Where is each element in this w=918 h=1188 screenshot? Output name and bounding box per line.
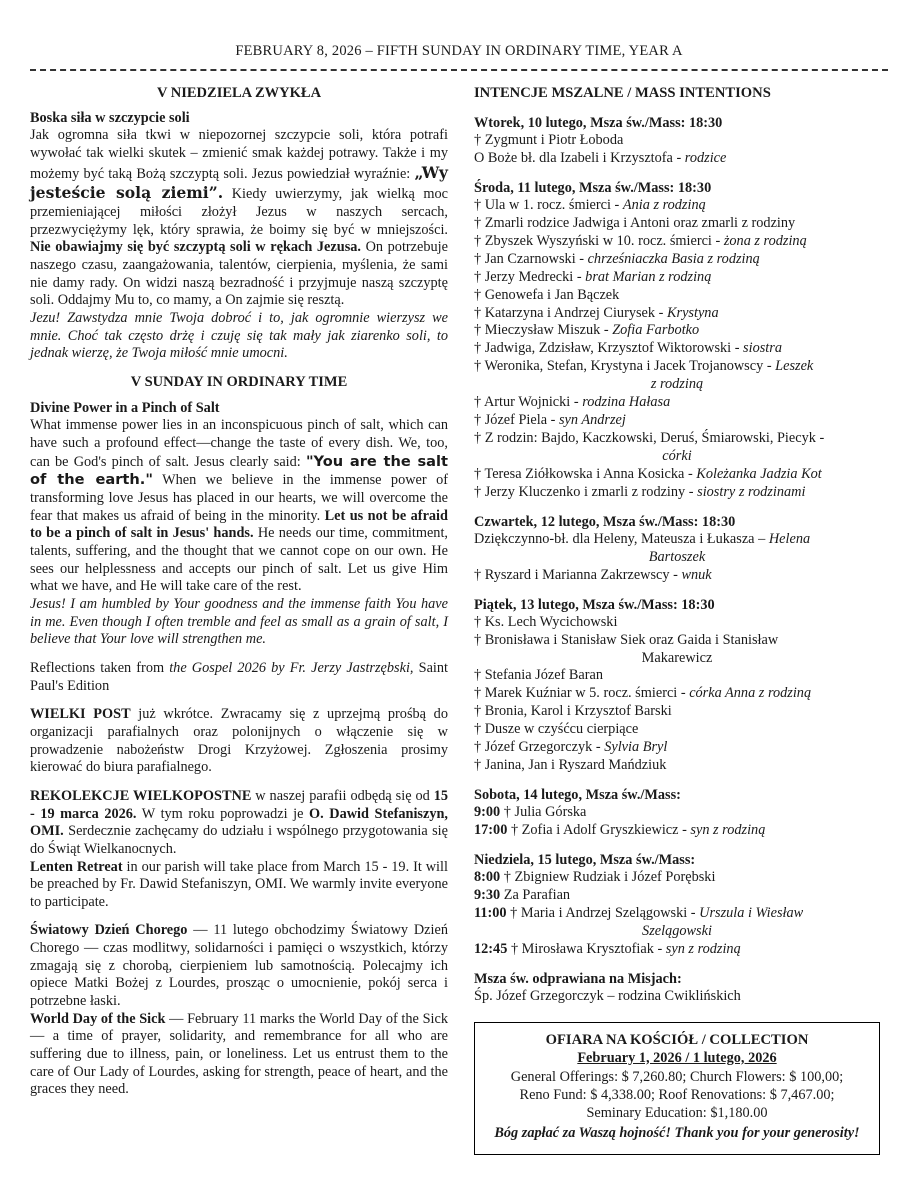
polish-reflection-paragraph: Jak ogromna siła tkwi w niepozornej szczypcie soli, która potrafi wywołać tak wielki skutek – zmienić smak każdej potrawy. Także i my możemy być taką Bożą szczyptą soli. Jezus powiedział wyraźnie: „Wy jesteście solą ziemi”. Kiedy uwierzymy, jak wielką moc przemieniającej miłości złożył Jezus w naszych sercach, przezwyciężymy lęk, który sprawia, że boimy się być w mniejszości. Nie obawiajmy się być szczyptą soli w rękach Jezusa. On potrzebuje naszego czasu, zaangażowania, talentów, cierpienia, myślenia, że sami nie damy rady. On widzi naszą bezradność i przyjmuje naszą szczyptę soli. Oddajmy Mu to, co mamy, a On zajmie się resztą.	[30, 127, 448, 309]
deceased-cross-icon: †	[503, 804, 515, 821]
intention-donor: Zofia Farbotko	[612, 322, 700, 339]
deceased-cross-icon: †	[474, 739, 485, 756]
intention-donor: Krystyna	[666, 304, 719, 321]
intention-text: Marek Kuźniar w 5. rocz. śmierci -	[484, 685, 690, 702]
mass-intention-row	[474, 233, 880, 251]
intention-text: Zygmunt i Piotr Łoboda	[484, 132, 624, 148]
intention-text: Weronika, Stefan, Krystyna i Jacek Trojanowscy -	[484, 358, 776, 375]
right-column	[474, 85, 880, 1155]
intention-donor: córka Anna z rodziną	[689, 685, 812, 702]
mass-intention-row	[474, 869, 880, 887]
deceased-cross-icon: †	[474, 721, 485, 738]
deceased-cross-icon: †	[510, 940, 522, 957]
intention-donor: Helena	[768, 530, 811, 547]
deceased-cross-icon: †	[474, 132, 485, 148]
intention-text: Dusze w czyśćcu cierpiące	[484, 721, 639, 738]
mass-intention-row	[474, 721, 880, 739]
mass-time: 9:30	[474, 886, 504, 903]
sick-day-notice-polish: Światowy Dzień Chorego — 11 lutego obchodzimy Światowy Dzień Chorego — czas modlitwy, solidarności i pamięci o wszystkich, którzy zmagają się z chorobą, cierpieniem lub samotnością. Polecajmy ich opiece Matki Bożej z Lourdes, prosząc o umocnienie, pokój serca i potrzebne łaski.	[30, 922, 448, 1010]
mass-intention-row	[474, 197, 880, 215]
deceased-cross-icon: †	[474, 286, 485, 303]
intention-donor: Leszek	[775, 358, 814, 375]
deceased-cross-icon: †	[474, 250, 485, 267]
intention-text: Za Parafian	[503, 886, 571, 903]
deceased-cross-icon: †	[474, 322, 485, 339]
intention-text: Zofia i Adolf Gryszkiewicz -	[521, 822, 691, 838]
polish-prayer: Jezu! Zawstydza mnie Twoja dobroć i to, jak ogromnie wierzysz we mnie. Choć tak często drżę i czuję się tak mały jak ziarenko soli, to jednak wierzę, że Twoja miłość mnie umocni.	[30, 310, 448, 362]
deceased-cross-icon: †	[474, 196, 485, 213]
spacer	[474, 585, 880, 596]
deceased-cross-icon: †	[503, 868, 515, 885]
english-section-title: V SUNDAY IN ORDINARY TIME	[130, 373, 348, 390]
intention-text: Zbyszek Wyszyński w 10. rocz. śmierci -	[484, 232, 724, 249]
intention-donor: żona z rodziną	[723, 232, 807, 249]
intention-text: Jerzy Medrecki -	[484, 268, 586, 285]
intention-donor: Sylvia Bryl	[604, 739, 668, 756]
lent-notice: WIELKI POST już wkrótce. Zwracamy się z uprzejmą prośbą do organizacji parafialnych oraz polonijnych o włączenie się w prowadzenie nabożeństw Drogi Krzyżowej. Zgłoszenia prosimy kierować do biura parafialnego.	[30, 706, 448, 776]
intention-donor: wnuk	[681, 566, 712, 583]
deceased-cross-icon: †	[474, 566, 485, 583]
collection-title: OFIARA NA KOŚCIÓŁ / COLLECTION	[545, 1031, 809, 1048]
deceased-cross-icon: †	[474, 465, 485, 482]
polish-section-title: V NIEDZIELA ZWYKŁA	[156, 85, 322, 101]
spacer	[30, 777, 448, 788]
spacer	[30, 649, 448, 660]
mass-intention-row	[474, 614, 880, 632]
intention-text: Jan Czarnowski -	[484, 250, 588, 267]
retreat-notice-english: Lenten Retreat in our parish will take place from March 15 - 19. It will be preached by Fr. Dawid Stefaniszyn, OMI. We warmly invite everyone to participate.	[30, 858, 448, 910]
intention-donor: chrześniaczka Basia z rodziną	[587, 250, 760, 267]
intention-text: Teresa Ziółkowska i Anna Kosicka -	[484, 465, 697, 482]
reflection-attribution: Reflections taken from the Gospel 2026 by Fr. Jerzy Jastrzębski, Saint Paul's Edition	[30, 659, 449, 694]
polish-scripture-quote: „Wy jesteście solą ziemi”.	[30, 162, 448, 203]
mass-intention-row	[474, 269, 880, 287]
mass-intention-row	[474, 757, 880, 775]
deceased-cross-icon: †	[474, 214, 485, 231]
mass-intention-row	[474, 567, 880, 585]
mass-intention-row	[474, 667, 880, 685]
missions-intention: Śp. Józef Grzegorczyk – rodzina Cwiklińskich	[474, 987, 741, 1004]
deceased-cross-icon: †	[510, 904, 521, 921]
intention-text: Ula w 1. rocz. śmierci -	[484, 196, 623, 213]
intention-text: Jerzy Kluczenko i zmarli z rodziny -	[484, 483, 698, 500]
mass-intentions-list	[474, 103, 880, 959]
mass-intention-row	[474, 887, 880, 905]
intention-text: Mirosława Krysztofiak -	[521, 940, 666, 957]
mass-intention-row	[474, 132, 880, 150]
intention-donor: Koleżanka Jadzia Kot	[696, 465, 822, 482]
deceased-cross-icon: †	[474, 304, 485, 321]
intention-text: Zmarli rodzice Jadwiga i Antoni oraz zmarli z rodziny	[484, 214, 796, 231]
intention-text: Dziękczynno-bł. dla Heleny, Mateusza i Łukasza –	[474, 530, 769, 547]
mass-time: 11:00	[474, 904, 511, 921]
spacer	[474, 502, 880, 513]
deceased-cross-icon: †	[474, 358, 485, 375]
mass-intention-row	[474, 287, 880, 305]
mass-day-heading: Czwartek, 12 lutego, Msza św./Mass: 18:30	[474, 513, 736, 530]
deceased-cross-icon: †	[474, 667, 485, 684]
intention-text: Genowefa i Jan Bączek	[484, 286, 620, 303]
mass-day-heading: Niedziela, 15 lutego, Msza św./Mass:	[474, 851, 696, 868]
english-reflection-subhead: Divine Power in a Pinch of Salt	[30, 399, 220, 416]
collection-thanks: Bóg zapłać za Waszą hojność! Thank you for your generosity!	[494, 1125, 860, 1142]
mass-intention-row	[474, 430, 880, 466]
left-column	[30, 85, 448, 1099]
spacer	[474, 103, 880, 114]
mass-day-heading: Środa, 11 lutego, Msza św./Mass: 18:30	[474, 179, 712, 196]
intention-text: Artur Wojnicki -	[483, 394, 583, 411]
mass-intention-row	[474, 394, 880, 412]
spacer	[474, 168, 880, 179]
intention-donor-continued: Szelągowski	[642, 922, 712, 939]
mass-time: 12:45	[474, 940, 511, 957]
spacer	[30, 695, 448, 706]
intention-donor: siostry z rodzinami	[697, 483, 806, 500]
deceased-cross-icon: †	[510, 822, 522, 838]
mass-day-heading: Wtorek, 10 lutego, Msza św./Mass: 18:30	[474, 115, 723, 131]
deceased-cross-icon: †	[474, 412, 485, 429]
mass-intentions-title: INTENCJE MSZALNE / MASS INTENTIONS	[474, 85, 771, 101]
intention-donor: syn z rodziną	[665, 940, 741, 957]
intention-donor: brat Marian z rodziną	[585, 268, 712, 285]
english-prayer: Jesus! I am humbled by Your goodness and the immense faith You have in me. Even though I often tremble and feel as small as a grain of salt, I believe that Your love will strengthen me.	[30, 595, 448, 648]
mass-intention-row	[474, 358, 880, 394]
sick-day-notice-english: World Day of the Sick — February 11 marks the World Day of the Sick — a time of prayer, solidarity, and remembrance for all who are suffering due to illness, pain, or loneliness. Let us entrust them to the care of Our Lady of Lourdes, asking for strength, peace of heart, and the graces they need.	[30, 1010, 448, 1098]
deceased-cross-icon: †	[474, 631, 485, 648]
deceased-cross-icon: †	[474, 483, 485, 500]
deceased-cross-icon: †	[474, 394, 484, 411]
deceased-cross-icon: †	[474, 613, 485, 630]
mass-intention-row	[474, 804, 880, 822]
intention-text: Janina, Jan i Ryszard Mańdziuk	[484, 757, 667, 774]
deceased-cross-icon: †	[474, 232, 485, 249]
intention-text: Katarzyna i Andrzej Ciurysek -	[484, 304, 667, 321]
deceased-cross-icon: †	[474, 340, 485, 357]
intention-text: Józef Piela -	[484, 412, 559, 429]
mass-intention-row	[474, 531, 880, 567]
collection-line-1: General Offerings: $ 7,260.80; Church Flowers: $ 100,00;	[510, 1068, 844, 1085]
intention-donor: syn Andrzej	[558, 412, 626, 429]
mass-intention-row	[474, 215, 880, 233]
mass-intention-row	[474, 466, 880, 484]
intention-text: Maria i Andrzej Szelągowski -	[520, 904, 700, 921]
spacer	[474, 959, 880, 970]
mass-intention-row	[474, 322, 880, 340]
mass-day-heading: Sobota, 14 lutego, Msza św./Mass:	[474, 787, 681, 804]
intention-text: Bronia, Karol i Krzysztof Barski	[484, 703, 672, 720]
mass-intention-row	[474, 150, 880, 168]
spacer	[474, 775, 880, 786]
mass-day-heading: Piątek, 13 lutego, Msza św./Mass: 18:30	[474, 596, 715, 613]
two-column-layout	[0, 71, 918, 1155]
collection-line-3: Seminary Education: $1,180.00	[586, 1105, 768, 1122]
intention-text: Józef Grzegorczyk -	[484, 739, 605, 756]
english-scripture-quote: "You are the salt of the earth."	[30, 452, 448, 489]
mass-time: 8:00	[474, 868, 504, 885]
intention-donor: Ania z rodziną	[622, 196, 706, 213]
mass-intention-row	[474, 905, 880, 941]
mass-intention-row	[474, 251, 880, 269]
intention-donor-continued: córki	[662, 448, 692, 464]
intention-donor: Urszula i Wiesław	[699, 904, 804, 921]
collection-line-2: Reno Fund: $ 4,338.00; Roof Renovations: $ 7,467.00;	[519, 1086, 835, 1103]
spacer	[30, 911, 448, 922]
collection-box	[474, 1022, 880, 1155]
intention-donor: syn z rodziną	[690, 822, 766, 838]
intention-donor: siostra	[743, 340, 782, 357]
mass-intention-row	[474, 941, 880, 959]
deceased-cross-icon: †	[474, 685, 485, 702]
intention-text: Ks. Lech Wycichowski	[484, 613, 618, 630]
mass-intention-row	[474, 739, 880, 757]
intention-text: Julia Górska	[514, 804, 587, 821]
mass-intention-row	[474, 340, 880, 358]
intention-text: Stefania Józef Baran	[484, 667, 604, 684]
mass-time: 9:00	[474, 804, 504, 821]
mass-intention-row	[474, 632, 880, 668]
polish-reflection-subhead: Boska siła w szczypcie soli	[30, 110, 190, 126]
mass-intention-row	[474, 685, 880, 703]
intention-donor: rodzina Hałasa	[582, 394, 671, 411]
page-title: FEBRUARY 8, 2026 – FIFTH SUNDAY IN ORDINARY TIME, YEAR A	[235, 43, 683, 59]
intention-text: Mieczysław Miszuk -	[484, 322, 613, 339]
deceased-cross-icon: †	[474, 757, 485, 774]
intention-text: Z rodzin: Bajdo, Kaczkowski, Deruś, Śmiarowski, Piecyk -	[484, 430, 825, 447]
spacer	[30, 363, 448, 374]
retreat-notice-polish: REKOLEKCJE WIELKOPOSTNE w naszej parafii odbędą się od 15 - 19 marca 2026. W tym roku poprowadzi je O. Dawid Stefaniszyn, OMI. Serdecznie zachęcamy do udziału i wspólnego przygotowania się do Świąt Wielkanocnych.	[30, 787, 448, 857]
mass-intention-row	[474, 305, 880, 323]
mass-intention-row	[474, 412, 880, 430]
intention-text-continued: Makarewicz	[641, 649, 713, 666]
intention-text: Jadwiga, Zdzisław, Krzysztof Wiktorowski -	[484, 340, 744, 357]
collection-date: February 1, 2026 / 1 lutego, 2026	[577, 1049, 777, 1066]
intention-text: Bronisława i Stanisław Siek oraz Gaida i Stanisław	[484, 631, 779, 648]
intention-donor-continued: Bartoszek	[648, 548, 706, 565]
deceased-cross-icon: †	[474, 430, 485, 447]
mass-intention-row	[474, 822, 880, 840]
deceased-cross-icon: †	[474, 268, 485, 285]
mass-intention-row	[474, 484, 880, 502]
deceased-cross-icon: †	[474, 703, 485, 720]
intention-text: Ryszard i Marianna Zakrzewscy -	[484, 566, 682, 583]
spacer	[474, 840, 880, 851]
english-reflection-paragraph: What immense power lies in an inconspicuous pinch of salt, which can have such a profound effect—change the taste of every dish. We, too, can be God's pinch of salt. Jesus clearly said: "You are the salt of the earth." When we believe in the immense power of transforming love Jesus has placed in our hearts, we will overcome the fear that makes us afraid of being in the minority. Let us not be afraid to be a pinch of salt in Jesus' hands. He needs our time, commitment, talents, suffering, and the thought that we cannot cope on our own. He sees our helplessness and accepts our pinch of salt. Let us give Him what we have, and He will take care of the rest.	[30, 417, 448, 595]
intention-donor-continued: z rodziną	[650, 376, 704, 393]
missions-heading: Msza św. odprawiana na Misjach:	[474, 970, 682, 987]
intention-donor: rodzice	[684, 149, 727, 166]
mass-intention-row	[474, 703, 880, 721]
mass-time: 17:00	[474, 822, 511, 838]
intention-text: O Boże bł. dla Izabeli i Krzysztofa -	[474, 149, 685, 166]
intention-text: Zbigniew Rudziak i Józef Porębski	[514, 868, 716, 885]
